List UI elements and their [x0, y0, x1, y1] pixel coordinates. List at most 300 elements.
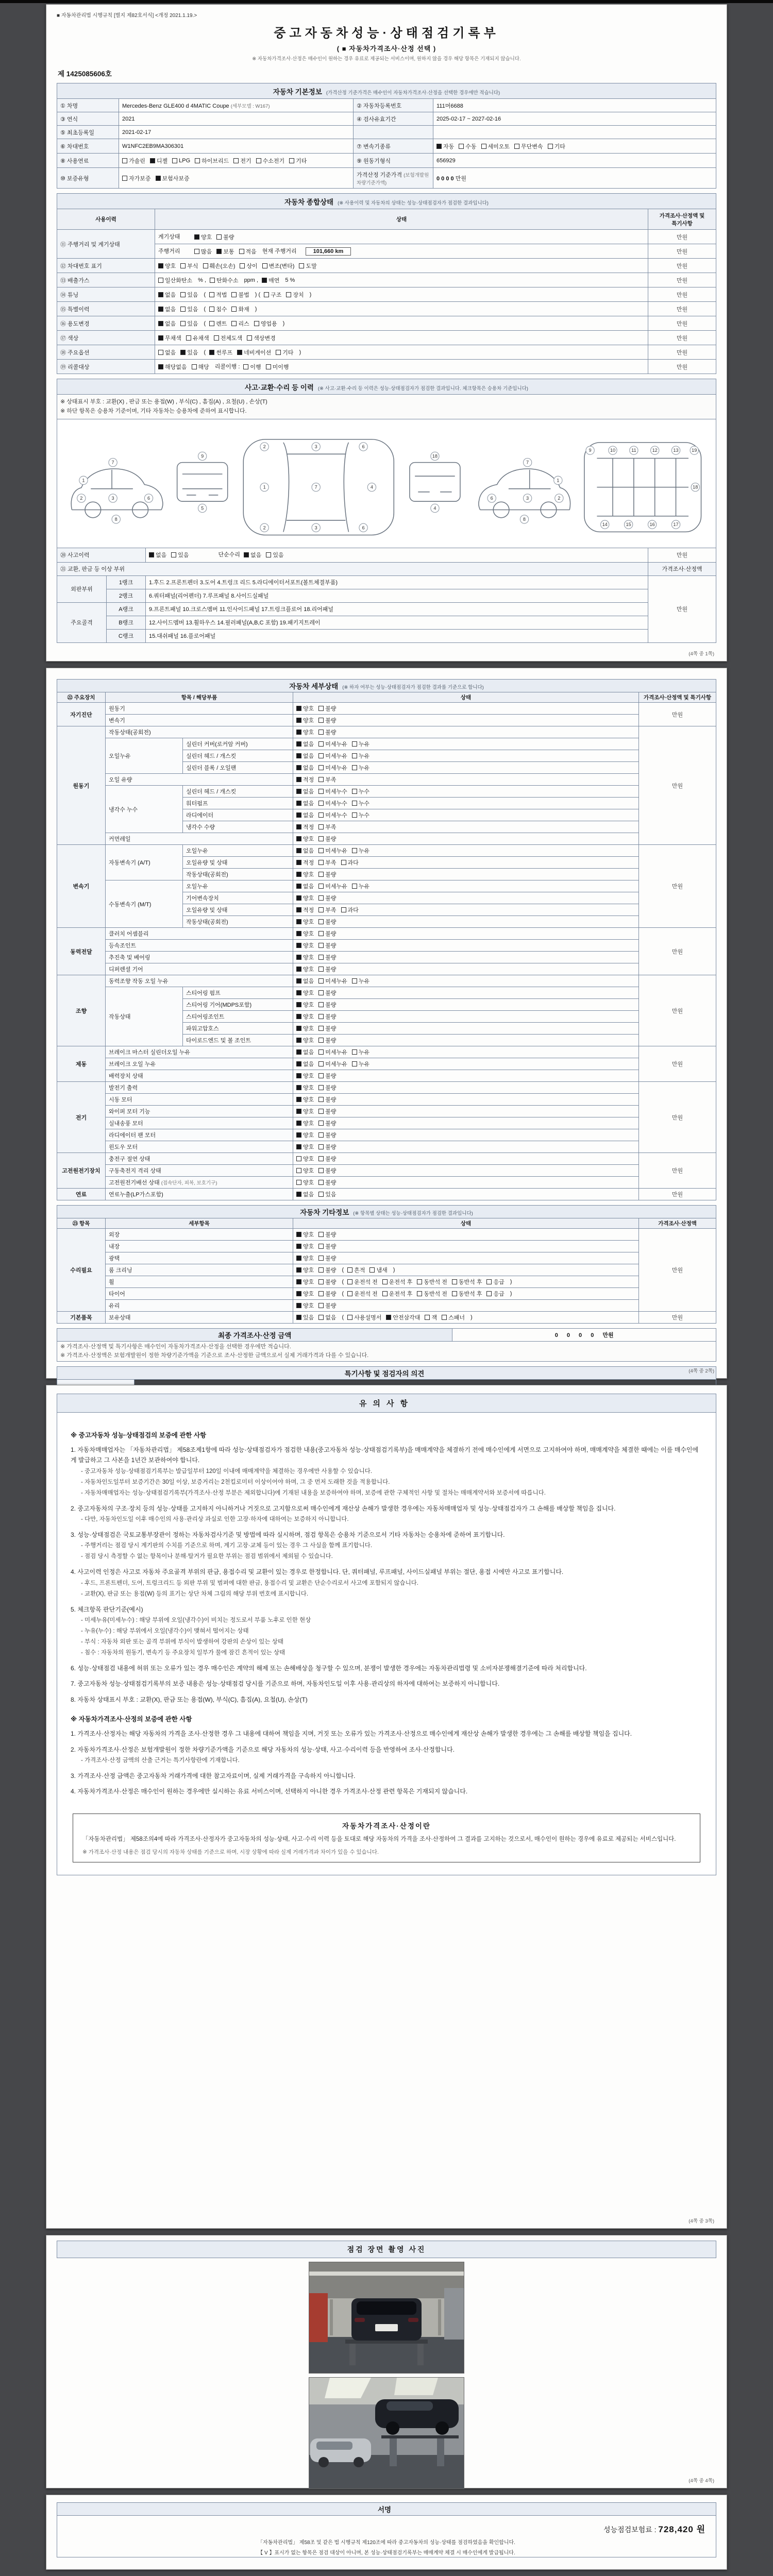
checkbox-option[interactable]	[318, 977, 347, 985]
checkbox-option[interactable]	[382, 1278, 413, 1286]
checkbox-option[interactable]	[209, 319, 227, 328]
checkbox-option[interactable]	[352, 882, 369, 890]
checkbox-option[interactable]	[296, 1001, 314, 1009]
notes-line: 4. 자동차가격조사·산정은 매수인이 원하는 경우에만 실시하는 유료 서비스이며, 선택하지 아니한 경우 가격조사·산정 관련 항목은 기재되지 않습니다.	[71, 1788, 468, 1795]
checkbox-option[interactable]	[209, 305, 227, 313]
checkbox-option[interactable]	[318, 775, 336, 784]
checkbox-option[interactable]	[318, 906, 336, 914]
top-edge-bar	[0, 0, 773, 3]
checkbox-option[interactable]	[352, 764, 369, 772]
checkbox-option[interactable]	[172, 158, 190, 164]
checkbox-option[interactable]	[262, 276, 279, 284]
checkbox-label: 양호	[303, 1267, 314, 1274]
checkbox-box	[318, 1291, 324, 1296]
checkbox-option[interactable]	[296, 918, 314, 926]
price-cell: 만원	[648, 345, 716, 360]
checkbox-option[interactable]	[296, 1012, 314, 1021]
checkbox-option[interactable]	[352, 811, 369, 819]
checkbox-option[interactable]	[296, 740, 314, 748]
checkbox-option[interactable]	[264, 291, 281, 299]
checkbox-option[interactable]	[486, 1290, 504, 1298]
checkbox-option[interactable]	[417, 1278, 447, 1286]
checkbox-option[interactable]	[296, 823, 314, 831]
checkbox-option[interactable]	[216, 247, 234, 256]
checkbox-option[interactable]	[296, 1290, 314, 1298]
notes-line: - 중고자동차 성능·상태점검기록부는 발급일부터 120일 이내에 매매계약을 체결하는 경우에만 사용할 수 있습니다.	[81, 1468, 373, 1475]
checkbox-option[interactable]	[158, 348, 176, 357]
svg-text:3: 3	[314, 444, 317, 450]
checkbox-option[interactable]	[180, 262, 198, 270]
checkbox-option[interactable]	[296, 1278, 314, 1286]
checkbox-option[interactable]	[180, 348, 198, 357]
checkbox-option[interactable]	[318, 1024, 336, 1032]
checkbox-option[interactable]	[296, 1083, 314, 1092]
subitem-label: 냉각수 수량	[183, 821, 293, 833]
checkbox-box	[296, 836, 301, 841]
checkbox-option[interactable]	[296, 1178, 314, 1187]
checkbox-option[interactable]	[216, 233, 234, 241]
checkbox-box	[352, 1049, 357, 1055]
checkbox-option[interactable]	[186, 334, 209, 342]
notes-line: 2. 중고자동차의 구조·장치 등의 성능·상태를 고지하지 아니하거나 거짓으로 고지함으로써 매수인에게 재산상 손해가 발생한 경우에는 자동차매매업자 및 성능·상태점검자가 그 손해를 배상할 책임을 집니다.	[71, 1504, 616, 1512]
checkbox-box	[442, 1315, 447, 1320]
checkbox-option[interactable]	[296, 1119, 314, 1127]
checkbox-option[interactable]	[318, 752, 347, 760]
checkbox-option[interactable]	[318, 965, 336, 973]
checkbox-option[interactable]	[341, 906, 359, 914]
checkbox-option[interactable]	[318, 1119, 336, 1127]
checkbox-option[interactable]	[158, 319, 176, 328]
checkbox-option[interactable]	[318, 704, 336, 713]
checkbox-option[interactable]	[296, 1266, 314, 1274]
price-cell: 만원	[648, 230, 716, 244]
svg-text:4: 4	[433, 505, 436, 511]
checkbox-option[interactable]	[318, 1012, 336, 1021]
row-label: ⑭ 튜닝	[57, 287, 155, 302]
svg-text:2: 2	[263, 525, 266, 531]
checkbox-option[interactable]	[209, 291, 227, 299]
state-text: 현재 주행거리	[262, 248, 297, 255]
checkbox-option[interactable]	[318, 1230, 336, 1239]
checkbox-label: 양호	[303, 1002, 314, 1008]
checkbox-box	[149, 552, 154, 557]
checkbox-option[interactable]	[318, 823, 336, 831]
checkbox-box	[158, 307, 163, 312]
checkbox-option[interactable]	[158, 334, 181, 342]
checkbox-label: 잭	[431, 1315, 438, 1321]
checkbox-option[interactable]	[296, 977, 314, 985]
checkbox-option[interactable]	[318, 1166, 336, 1175]
checkbox-option[interactable]	[266, 363, 289, 371]
price-cell: 만원	[638, 726, 716, 845]
checkbox-option[interactable]	[122, 157, 145, 165]
checkbox-box	[296, 1109, 301, 1114]
checkbox-option[interactable]	[318, 1143, 336, 1151]
checkbox-option[interactable]	[158, 305, 176, 313]
checkbox-box	[318, 1061, 324, 1066]
checkbox-option[interactable]	[296, 1143, 314, 1151]
checkbox-option[interactable]	[347, 1266, 365, 1274]
checkbox-option[interactable]	[296, 906, 314, 914]
checkbox-option[interactable]	[296, 764, 314, 772]
checkbox-option[interactable]	[156, 174, 190, 182]
checkbox-option[interactable]	[296, 1313, 314, 1321]
notes-line: ※ 중고자동차 성능·상태점검의 보증에 관한 사항	[71, 1432, 207, 1439]
item-label: 변속기	[106, 715, 293, 726]
notes-line: - 교환(X), 판금 또는 용접(W) 등의 표기는 상단 차체 그림의 해당 부위 번호에 표시합니다.	[81, 1590, 309, 1597]
checkbox-option[interactable]	[318, 728, 336, 736]
insurance-fee	[68, 2522, 705, 2535]
checkbox-option[interactable]	[296, 1060, 314, 1068]
signature-table	[57, 2502, 716, 2557]
checkbox-option[interactable]	[296, 1166, 314, 1175]
checkbox-option[interactable]	[244, 551, 261, 559]
diagram-part-label	[609, 446, 617, 454]
checkbox-option[interactable]	[296, 787, 314, 795]
checkbox-label: 불량	[325, 706, 337, 712]
checkbox-option[interactable]	[276, 348, 293, 357]
diagram-part-label	[671, 446, 680, 454]
checkbox-option[interactable]	[237, 348, 271, 357]
checkbox-label: 불량	[325, 943, 337, 949]
checkbox-option[interactable]	[286, 291, 304, 299]
checkbox-option[interactable]	[296, 1190, 314, 1198]
subitem-label: 실린더 커버(로커암 커버)	[183, 738, 293, 750]
checkbox-label: 불량	[325, 1002, 337, 1008]
checkbox-option[interactable]	[318, 1278, 336, 1286]
checkbox-option[interactable]	[318, 941, 336, 950]
checkbox-option[interactable]	[341, 858, 359, 867]
checkbox-option[interactable]	[296, 953, 314, 961]
checkbox-option[interactable]	[296, 1048, 314, 1056]
checkbox-option[interactable]	[195, 157, 229, 165]
checkbox-option[interactable]	[318, 1301, 336, 1310]
checkbox-label: 세미오토	[488, 143, 510, 150]
checkbox-option[interactable]	[240, 262, 257, 270]
checkbox-option[interactable]	[296, 846, 314, 855]
checkbox-option[interactable]	[318, 1254, 336, 1262]
checkbox-label: 없음	[165, 306, 176, 313]
checkbox-option[interactable]	[296, 1230, 314, 1239]
checkbox-option[interactable]	[486, 1278, 504, 1286]
checkbox-label: 탄화수소	[216, 277, 239, 284]
checkbox-option[interactable]	[158, 291, 176, 299]
checkbox-option[interactable]	[436, 142, 454, 150]
svg-text:16: 16	[649, 522, 655, 528]
checkbox-option[interactable]	[318, 1083, 336, 1092]
checkbox-box	[486, 1279, 492, 1284]
checkbox-option[interactable]	[318, 989, 336, 997]
checkbox-box	[318, 848, 324, 853]
checkbox-label: 과다	[347, 860, 359, 866]
checkbox-option[interactable]	[239, 247, 257, 256]
price-cell: 만원	[648, 244, 716, 259]
device-group: 연료	[57, 1189, 106, 1200]
checkbox-option[interactable]	[296, 1036, 314, 1044]
checkbox-label: 있음	[273, 552, 284, 559]
checkbox-option[interactable]	[452, 1278, 482, 1286]
checkbox-option[interactable]	[318, 799, 347, 807]
checkbox-option[interactable]	[214, 334, 243, 342]
checkbox-label: 양호	[303, 1073, 314, 1079]
diagram-part-label	[630, 446, 638, 454]
checkbox-label: 썬루프	[216, 349, 233, 356]
checkbox-label: 없음	[303, 848, 314, 854]
checkbox-option[interactable]	[318, 1072, 336, 1080]
checkbox-label: 불량	[325, 1256, 337, 1262]
checkbox-option[interactable]	[266, 551, 283, 559]
checkbox-option[interactable]	[481, 142, 510, 150]
checkbox-box	[318, 967, 324, 972]
checkbox-label: 없음	[303, 765, 314, 771]
checkbox-option[interactable]	[548, 142, 565, 150]
checkbox-box	[172, 158, 177, 163]
checkbox-option[interactable]	[352, 799, 369, 807]
checkbox-option[interactable]	[318, 1290, 336, 1298]
checkbox-label: 양호	[303, 919, 314, 925]
checkbox-option[interactable]	[158, 262, 176, 270]
checkbox-option[interactable]	[296, 752, 314, 760]
checkbox-label: 해당없음	[165, 364, 187, 370]
checkbox-option[interactable]	[318, 1095, 336, 1104]
checkbox-label: 누유	[358, 1061, 370, 1067]
checkbox-option[interactable]	[194, 247, 212, 256]
parts-list: 1.후드 2.프론트펜더 3.도어 4.트렁크 리드 5.라디에이터서포트(볼트체결부품)	[146, 575, 648, 589]
subitem-label: 스티어링조인트	[183, 1011, 293, 1023]
svg-text:2: 2	[80, 496, 83, 501]
checkbox-option[interactable]	[318, 740, 347, 748]
subitem-label: 오일누유	[183, 845, 293, 857]
checkbox-box	[158, 364, 163, 369]
checkbox-box	[486, 1291, 492, 1296]
checkbox-option[interactable]	[452, 1290, 482, 1298]
checkbox-label: 양호	[303, 1279, 314, 1285]
checkbox-option[interactable]	[231, 319, 249, 328]
checkbox-option[interactable]	[318, 1036, 336, 1044]
checkbox-option[interactable]	[180, 305, 198, 313]
checkbox-option[interactable]	[318, 1190, 336, 1198]
checkbox-option[interactable]	[296, 716, 314, 724]
checkbox-option[interactable]	[514, 142, 543, 150]
svg-text:13: 13	[673, 448, 679, 453]
checkbox-option[interactable]	[209, 348, 232, 357]
svg-text:8: 8	[523, 517, 526, 522]
checkbox-option[interactable]	[318, 894, 336, 902]
document-subtitle: ( ■ 자동차가격조사·산정 선택 )	[337, 45, 436, 53]
subitem-label: 오일유량 및 상태	[183, 904, 293, 916]
price-cell: 만원	[638, 845, 716, 928]
checkbox-option[interactable]	[318, 1060, 347, 1068]
checkbox-label: 동반석 후	[458, 1279, 482, 1285]
checkbox-option[interactable]	[296, 989, 314, 997]
checkbox-option[interactable]	[347, 1313, 381, 1321]
checkbox-label: 이행	[250, 364, 261, 370]
diagram-part-label	[431, 504, 439, 512]
checkbox-option[interactable]	[247, 334, 276, 342]
checkbox-option[interactable]	[352, 740, 369, 748]
checkbox-label: 미세누유	[325, 1049, 347, 1056]
checkbox-box	[296, 765, 301, 770]
checkbox-option[interactable]	[289, 157, 307, 165]
checkbox-box	[352, 848, 357, 853]
checkbox-option[interactable]	[256, 157, 285, 165]
checkbox-option[interactable]	[459, 142, 476, 150]
checkbox-option[interactable]	[296, 835, 314, 843]
checkbox-option[interactable]	[299, 262, 316, 270]
checkbox-option[interactable]	[318, 1313, 336, 1321]
checkbox-option[interactable]	[318, 1107, 336, 1115]
checkbox-option[interactable]	[318, 846, 347, 855]
checkbox-option[interactable]	[296, 1155, 314, 1163]
checkbox-option[interactable]	[203, 262, 236, 270]
checkbox-option[interactable]	[318, 1178, 336, 1187]
state-text: (	[342, 1278, 344, 1285]
diagram-part-label	[198, 504, 207, 512]
checkbox-label: 없음	[303, 1061, 314, 1067]
checkbox-label: 기타	[296, 158, 307, 164]
checkbox-label: 운전석 전	[354, 1291, 378, 1297]
price-cell: 만원	[639, 1229, 716, 1312]
checkbox-option[interactable]	[262, 262, 295, 270]
svg-text:11: 11	[631, 448, 636, 453]
checkbox-option[interactable]	[296, 941, 314, 950]
checkbox-option[interactable]	[171, 551, 189, 559]
checkbox-box	[318, 1049, 324, 1055]
checkbox-option[interactable]	[318, 870, 336, 878]
checkbox-option[interactable]	[296, 728, 314, 736]
checkbox-box	[341, 907, 346, 912]
checkbox-option[interactable]	[180, 291, 198, 299]
checkbox-option[interactable]	[425, 1313, 437, 1321]
checkbox-option[interactable]	[192, 363, 209, 371]
checkbox-option[interactable]	[296, 882, 314, 890]
checkbox-option[interactable]	[296, 799, 314, 807]
item-label: 작동상태	[106, 987, 183, 1046]
checkbox-option[interactable]	[254, 319, 277, 328]
checkbox-option[interactable]	[318, 835, 336, 843]
checkbox-option[interactable]	[318, 858, 336, 867]
checkbox-box	[296, 1232, 301, 1237]
checkbox-option[interactable]	[442, 1313, 465, 1321]
checkbox-box	[122, 176, 127, 181]
checkbox-label: 양호	[303, 967, 314, 973]
checkbox-option[interactable]	[296, 1131, 314, 1139]
checkbox-box	[459, 144, 464, 149]
checkbox-option[interactable]	[231, 291, 249, 299]
checkbox-box	[341, 860, 346, 865]
checkbox-option[interactable]	[296, 1254, 314, 1262]
rank-label: A랭크	[107, 602, 146, 616]
checkbox-label: 없음	[303, 753, 314, 759]
checkbox-option[interactable]	[352, 787, 369, 795]
checkbox-option[interactable]	[318, 1155, 336, 1163]
checkbox-option[interactable]	[296, 1072, 314, 1080]
checkbox-option[interactable]	[296, 870, 314, 878]
checkbox-option[interactable]	[296, 965, 314, 973]
checkbox-option[interactable]	[318, 787, 347, 795]
checkbox-box	[318, 1073, 324, 1078]
checkbox-option[interactable]	[318, 1131, 336, 1139]
checkbox-option[interactable]	[318, 811, 347, 819]
checkbox-option[interactable]	[352, 752, 369, 760]
checkbox-option[interactable]	[296, 811, 314, 819]
checkbox-option[interactable]	[243, 363, 261, 371]
checkbox-option[interactable]	[149, 551, 166, 559]
checkbox-box	[382, 1279, 388, 1284]
checkbox-option[interactable]	[352, 1060, 369, 1068]
checkbox-option[interactable]	[347, 1278, 378, 1286]
checkbox-option[interactable]	[150, 157, 167, 165]
checkbox-option[interactable]	[352, 1048, 369, 1056]
checkbox-option[interactable]	[318, 953, 336, 961]
signature-statement-2: 【 V 】표시가 없는 항목은 점검 대상이 아니며, 본 성능·상태점검기록부는 매매계약 체결 시 매수인에게 발급됩니다.	[258, 2550, 515, 2556]
checkbox-option[interactable]	[296, 1095, 314, 1104]
car-damage-diagram	[60, 421, 713, 545]
checkbox-option[interactable]	[296, 1301, 314, 1310]
checkbox-option[interactable]	[318, 918, 336, 926]
item-label: 시동 모터	[106, 1094, 293, 1106]
checkbox-label: 하이브리드	[201, 158, 229, 164]
checkbox-option[interactable]	[296, 929, 314, 938]
checkbox-box	[296, 1291, 301, 1296]
checkbox-option[interactable]	[318, 764, 347, 772]
checkbox-box	[318, 943, 324, 948]
checkbox-option[interactable]	[122, 174, 151, 182]
checkbox-option[interactable]	[318, 1266, 336, 1274]
checkbox-option[interactable]	[296, 894, 314, 902]
checkbox-box	[296, 1244, 301, 1249]
checkbox-option[interactable]	[318, 716, 336, 724]
checkbox-option[interactable]	[318, 882, 347, 890]
checkbox-option[interactable]	[369, 1266, 387, 1274]
checkbox-option[interactable]	[318, 1001, 336, 1009]
checkbox-option[interactable]	[296, 1024, 314, 1032]
device-group: 고전원전기장치	[57, 1153, 106, 1189]
checkbox-option[interactable]	[296, 775, 314, 784]
checkbox-option[interactable]	[158, 363, 187, 371]
checkbox-option[interactable]	[352, 846, 369, 855]
checkbox-option[interactable]	[231, 305, 249, 313]
svg-text:10: 10	[610, 448, 616, 453]
checkbox-option[interactable]	[296, 1242, 314, 1250]
checkbox-option[interactable]	[180, 319, 198, 328]
checkbox-box	[296, 1073, 301, 1078]
checkbox-option[interactable]	[318, 1242, 336, 1250]
checkbox-option[interactable]	[296, 1107, 314, 1115]
checkbox-option[interactable]	[318, 1048, 347, 1056]
checkbox-option[interactable]	[417, 1290, 447, 1298]
checkbox-option[interactable]	[233, 157, 251, 165]
checkbox-option[interactable]	[386, 1313, 420, 1321]
page-1	[46, 4, 727, 662]
checkbox-option[interactable]	[210, 276, 239, 284]
item-label: 타이어	[106, 1288, 293, 1300]
checkbox-label: 불량	[325, 1014, 337, 1020]
price-cell: 만원	[639, 1312, 716, 1324]
checkbox-option[interactable]	[318, 929, 336, 938]
checkbox-option[interactable]	[352, 977, 369, 985]
checkbox-option[interactable]	[296, 704, 314, 713]
checkbox-box	[436, 144, 442, 149]
checkbox-option[interactable]	[347, 1290, 378, 1298]
checkbox-option[interactable]	[158, 276, 192, 284]
checkbox-box	[347, 1315, 352, 1320]
checkbox-label: 불량	[325, 990, 337, 996]
checkbox-option[interactable]	[296, 858, 314, 867]
checkbox-option[interactable]	[194, 233, 212, 241]
checkbox-option[interactable]	[382, 1290, 413, 1298]
checkbox-label: 자가보증	[129, 175, 151, 182]
